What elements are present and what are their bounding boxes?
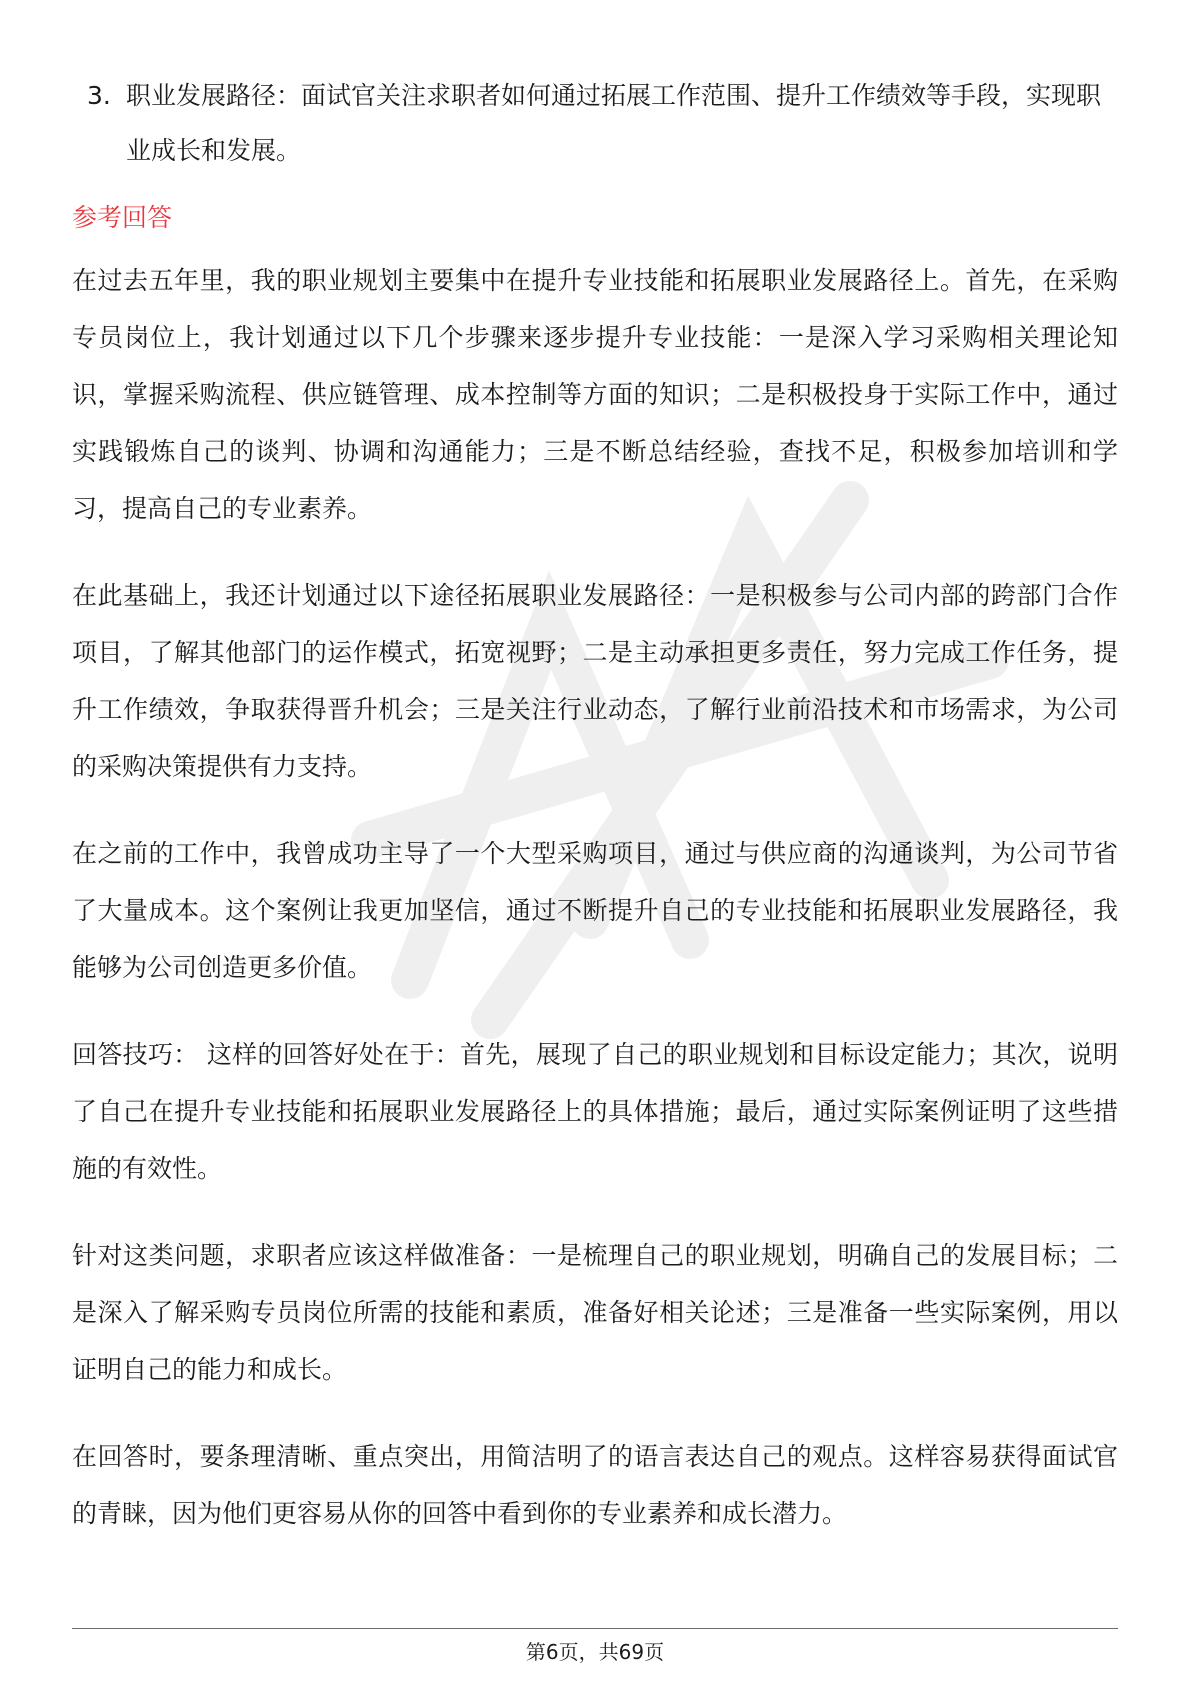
paragraph-development-path: 在此基础上，我还计划通过以下途径拓展职业发展路径：一是积极参与公司内部的跨部门合作项目，了解其他部门的运作模式，拓宽视野；二是主动承担更多责任，努力完成工作任务，提升工作绩效，争取获得晋升机会；三是关注行业动态，了解行业前沿技术和市场需求，为公司的采购决策提供有力支持。 bbox=[72, 581, 1118, 781]
paragraph-answer-advice: 在回答时，要条理清晰、重点突出，用简洁明了的语言表达自己的观点。这样容易获得面试官的青睐，因为他们更容易从你的回答中看到你的专业素养和成长潜力。 bbox=[72, 1442, 1118, 1528]
section-title-reference-answer: 参考回答 bbox=[72, 203, 173, 232]
list-item-3 bbox=[72, 68, 1118, 178]
list-item-number: 3. bbox=[87, 81, 111, 110]
page-number: 第6页，共69页 bbox=[525, 1640, 665, 1664]
main-content bbox=[72, 68, 1118, 1572]
paragraph-preparation: 针对这类问题，求职者应该这样做准备：一是梳理自己的职业规划，明确自己的发展目标；二是深入了解采购专员岗位所需的技能和素质，准备好相关论述；三是准备一些实际案例，用以证明自己的能力和成长。 bbox=[72, 1241, 1118, 1384]
footer-divider bbox=[72, 1628, 1118, 1629]
paragraph-answer-tips: 回答技巧： 这样的回答好处在于：首先，展现了自己的职业规划和目标设定能力；其次，说明了自己在提升专业技能和拓展职业发展路径上的具体措施；最后，通过实际案例证明了这些措施的有效性。 bbox=[72, 1040, 1118, 1183]
list-item-text: 职业发展路径：面试官关注求职者如何通过拓展工作范围、提升工作绩效等手段，实现职业成长和发展。 bbox=[126, 81, 1102, 165]
paragraph-career-plan: 在过去五年里，我的职业规划主要集中在提升专业技能和拓展职业发展路径上。首先，在采购专员岗位上，我计划通过以下几个步骤来逐步提升专业技能：一是深入学习采购相关理论知识，掌握采购流程、供应链管理、成本控制等方面的知识；二是积极投身于实际工作中，通过实践锻炼自己的谈判、协调和沟通能力；三是不断总结经验，查找不足，积极参加培训和学习，提高自己的专业素养。 bbox=[72, 266, 1118, 523]
paragraph-past-case: 在之前的工作中，我曾成功主导了一个大型采购项目，通过与供应商的沟通谈判，为公司节省了大量成本。这个案例让我更加坚信，通过不断提升自己的专业技能和拓展职业发展路径，我能够为公司创造更多价值。 bbox=[72, 839, 1118, 982]
